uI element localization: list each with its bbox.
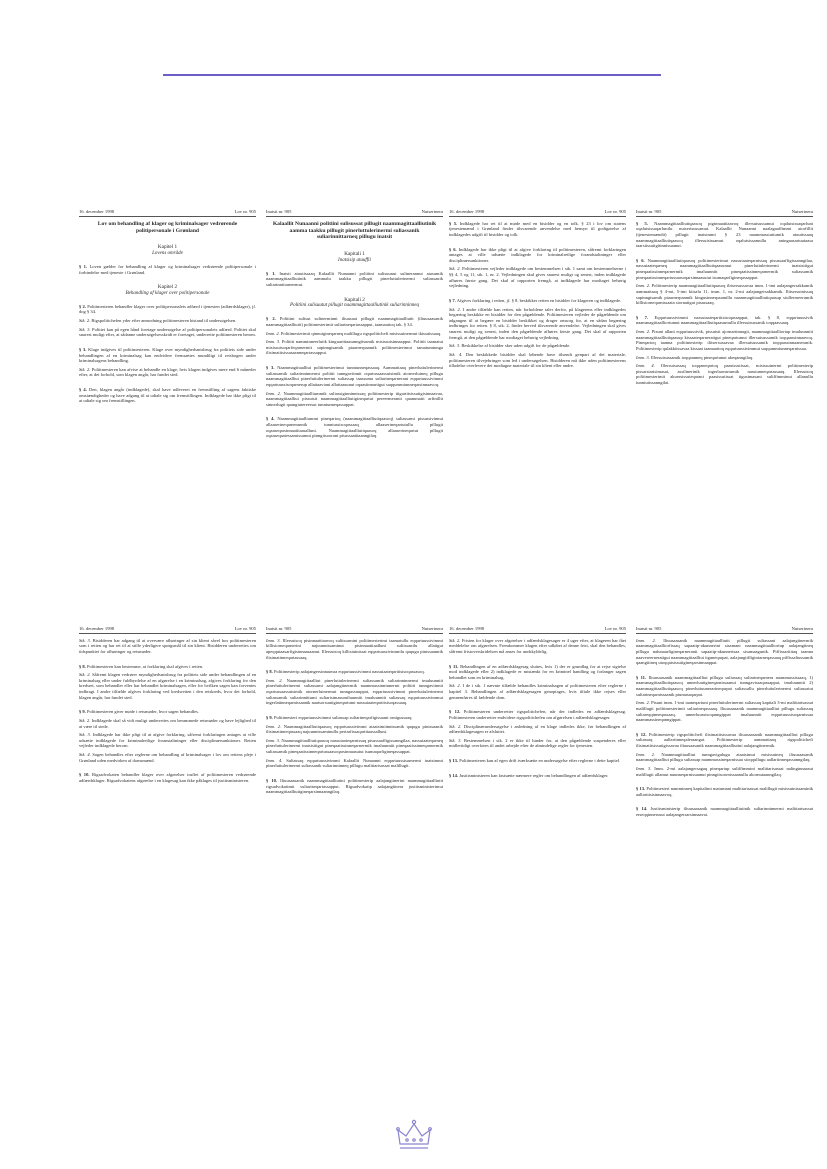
subsection-number: Imm. 2. (266, 677, 283, 683)
subsection-number: Imm. 4. (636, 363, 655, 369)
paragraph-number: § 12. (449, 709, 461, 715)
subsection-number: Stk. 2. (79, 717, 91, 723)
paragraph-number: § 1. (79, 263, 88, 269)
subsection (79, 718, 256, 729)
subsection-number: Imm. 2. (266, 723, 282, 729)
subsection-body: Beskikkelse af bisidder sker uden udgift for de pågældende. (461, 343, 571, 349)
paragraph (79, 664, 256, 701)
paragraph-text (79, 772, 256, 783)
running-header (449, 626, 626, 634)
law-title: Lov om behandling af klager og kriminalsager vedrørende politipersonale i Grønland (97, 220, 238, 234)
paragraph (266, 365, 443, 407)
subsection-body: Bestemmelsen i stk. 2 er ikke til hinder for, at den pågældende suspenderes eller midlertidigt overføres til andet arbejde efter de almindelige regler for tjenesten. (449, 737, 626, 749)
subsection-body: Illersuisussamik toqqaanneq pineqartunut akeqanngilaq. (650, 354, 754, 360)
subsection-body: Rigspolitichefen yder efter anmodning politimesteren bistand til undersøgelsen. (91, 318, 237, 324)
subsection (79, 327, 256, 338)
paragraph (266, 778, 443, 795)
subsection-body: Naammagittaalliut tunngavigalugu ataatsimut misissuineq iliuusaasanik naammagittaalliut pillugu suliassap naammassineqarnissaa sioqqullugu aallartinneqassanngilaq. (636, 751, 813, 763)
subsection-number: Imm. 2. (266, 330, 280, 336)
header-date: Inatsit nr. 905 (636, 626, 662, 631)
subsection-body: I de i stk. 1 nævnte tilfælde behandles kriminalsagen af politimesteren efter reglerne i kapitel 3. Behandlingen af adfærdsklagesagen genoptages, hvis tiltale ikke rejses eller gennemføres til fældende dom. (449, 683, 626, 700)
paragraph-number: § 8. (79, 663, 86, 669)
subsection-body: Suliassaq eqqartuussivimmi Kalaallit Nunaanni eqqartuussisarnermi inatsimmi pinerluttulerinermi suliassanik suliarinninneq pillugu malittarisassat malillugit. (266, 757, 443, 769)
left-column (79, 626, 256, 1046)
paragraph-number: § 10. (79, 772, 90, 778)
paragraph-body: Afgives forklaring i retten, jf. § 8, beskikker retten en bisidder for klageren og indklagede. (456, 297, 622, 303)
subsection-number: Stk. 2. (449, 637, 461, 643)
subsection-body: Iliuusaasanik naammagittaalliutit pillugit suliassani aalajangiinermik naammagittaalliorfissaq sapaatip-akunnerini sisamani naammagittaalliortup aalajangiineq pillugu nalunaarfigineqarneranit sapaatip-akunnerisaa sisamaagunik. Piffissarititaq taanna naavereerneratigut naammagittaalliut tiguneqarpat, aalajangiiffiginiarneqassaaq piffissaliussamik qaangiiineq utoqqatsissutigineqarsinnaappat. (636, 637, 813, 666)
paragraph (79, 638, 256, 655)
subsection (449, 738, 626, 749)
paragraph-text (449, 709, 626, 720)
subsection-number: Stk. 2. (79, 672, 91, 678)
subsection (449, 352, 626, 369)
left-column (79, 209, 256, 619)
paragraph-text (266, 271, 443, 288)
subsection (266, 738, 443, 755)
subsection (449, 307, 626, 341)
subsection-body: Indklagede har ikke pligt til at afgive forklaring, såfremt forklaringen antages at ville udsætte indklagede for kriminalretlige foranstaltninger eller disciplinærsanktioner. Retten vejleder indklagede herom. (79, 732, 256, 749)
paragraph-number: § 11. (449, 663, 459, 669)
subsection-body: Pisuni imm. 1-imi taaneqartuni pinerluttulerinermi suliassaq kapitali 3-mi malittarisassat malillugit politimesterimit suliarineqassaaq. Iliuusaasanik naammagittaalliut pillugu suliassaq suliareqqinneqassaaq, unnerluussisoqanngippat imaluunniit eqqartuussisoqarnissaa naammassineqanngippat. (636, 700, 813, 723)
header-reference: Lov nr. 905 (234, 626, 256, 631)
paragraph-text (266, 669, 443, 675)
running-header (266, 626, 443, 634)
paragraph-text (636, 786, 813, 797)
header-date: Inatsit nr. 905 (636, 209, 662, 214)
paragraph-number: § 3. (266, 365, 275, 370)
subsection-number: Imm. 3. (266, 339, 281, 345)
paragraph-text (636, 315, 813, 326)
subsection-body: Politimesterimit qinnuigineqarneq malillugu rigspolitichefi misissuinermut ikiuutissaaq. (280, 330, 442, 336)
chapter-subheading: Politiini sulisuutut pillugit naammagittaalliutinik suliarinninneq (290, 303, 419, 309)
subsection-body: Såfremt klagen vedrører myndighedsmisbrug fra politiets side under behandlingen af en kriminalsag eller under fuldbyrdelse af en afgørelse i en kriminalsag, afgives forklaring for den kredsret, som behandler eller har behandlet kriminalsagen, eller for hvilken sagen kan forventes indbragt. I andre tilfælde afgives forklaring ved kredsretten i den retskreds, hvor det forhold, klagen angår, har fundet sted. (79, 672, 256, 700)
paragraph-number: § 2. (266, 316, 276, 322)
subsection-body: Disciplinærundersøgelse i anledning af en klage indledes ikke, før behandlingen af adfærdsklagesagen er afsluttet. (449, 723, 626, 735)
paragraph-number: § 11. (636, 674, 647, 680)
paragraph-text (636, 806, 813, 817)
subsection-body: Naammagittaalliutiqaasoq eqqartuussivimmi ataatsimiinnissanik qaqugu pinissaanik ilisimatinneqassaaq najuunnissaminullu periarfissaqartitaassalluni. (266, 723, 443, 735)
paragraph-text (449, 758, 626, 764)
header-date: 16. december 1998 (449, 626, 485, 631)
running-header (266, 209, 443, 217)
paragraph-body: Naammagittaalliutiqaasoq politimesterimut nassuiaateqarnissaq pisussaaffigissanngilaa, nassuiaateqarneq naammagittaalliutiqaasumut pinerluttulerinermi inatsisitigut pineqaatissinneqarnermik imaluunniit pineqaatissinneqarnermik suliassamik pineqaatissinneqartussaasoqarsinnaasutut isumaqarfigineqassappat. (636, 257, 813, 280)
chapter-heading: Kapitali 1 (344, 251, 365, 258)
paragraph-number: § 6. (449, 246, 457, 252)
paragraph (79, 304, 256, 338)
paragraph (266, 416, 443, 439)
subsection-body: Politimesteren vejleder indklagede om bestemmelsen i stk. 1 samt om bestemmelserne i §§ 4, 5 og 11, stk. 1, nr. 2. Vejledningen skal gives snarest muligt og senest, inden indklagede afhøres første gang. Det skal af rapporten fremgå, at indklagede har modtaget behørig vejledning. (449, 266, 626, 289)
paragraph-body: Justitsministerip iliuusaasanik naammagittaalliutinik suliarinninnermi malittarisassat erseqqinnerusut aalajangersarsinnaavai. (636, 806, 813, 818)
subsection (449, 343, 626, 349)
subsection-number: Stk. 2. (79, 318, 91, 324)
paragraph (449, 247, 626, 289)
subsection-body: Fristen for klager over afgørelser i adfærdsklagesager er 4 uger efter, at klageren har fået meddelelse om afgørelsen. Fremkommer klagen efter udløbet af denne frist, skal den behandles, såfremt fristoverskridelsen må anses for undskyldelig. (449, 637, 626, 654)
header-date: 16. december 1998 (79, 209, 115, 214)
subsection-body: Illersuisussaq toqqaneqartoq paasissutissat, misissuinermi politimesterip pissarsiarisimasai, assilinerinik ingerlaavartumik nassiunneqartassaaq. Illersuisoq politimesterimit akuersissuteqarani paasissutissat tigusimasani suliffimminut allanullu tunniutissanngilai. (636, 363, 813, 386)
paragraph (636, 675, 813, 723)
paragraph (636, 786, 813, 797)
subsection-number: Stk. 2. (79, 366, 91, 372)
paragraph-number: § 5. (449, 220, 458, 226)
paragraph-number: § 14. (449, 772, 459, 778)
subsection-body: Bisidderen har adgang til at overvære afhøringer af sin klient såvel hos politimesteren som i retten og har ret til at stille yderligere spørgsmål til sin klient. Bisidderen underrettes om tidspunktet for afhøringer og retsmøder. (79, 637, 256, 654)
paragraph-body: Loven gælder for behandling af klager og kriminalsager vedrørende politipersonale i forbindelse med tjeneste i Grønland. (79, 263, 256, 275)
paragraph-number: § 4. (79, 387, 87, 393)
paragraph (79, 387, 256, 404)
law-title: Kalaallit Nunaanni politiini sulisussat pillugit naammagittaalliutinik aamma taakku pillugit pinerluttulerinermi suliassanik suliarinnittarneq pillugu inatsit (272, 220, 437, 241)
header-date: 16. december 1998 (79, 626, 115, 631)
right-column (636, 209, 813, 619)
paragraph (449, 773, 626, 779)
paragraph-text (266, 416, 443, 439)
subsection (79, 318, 256, 324)
subsection-number: Stk. 3. (79, 732, 91, 738)
subsection-number: Stk. 2. (449, 306, 461, 312)
paragraph-body: Politimesteri eqqartuussivimmi suliassap suliarineqarfigissaani ornigussaaq. (273, 714, 413, 720)
subsection-number: Imm. 3. (266, 637, 281, 643)
paragraph-body: Politimesteren kan af egen drift iværksætte en undersøgelse efter reglerne i dette kapitel. (459, 758, 621, 764)
subsection (449, 724, 626, 735)
paragraph-text (266, 316, 443, 327)
subsection (266, 758, 443, 769)
running-header (636, 209, 813, 217)
chapter-heading: Kapitel 1 (157, 244, 178, 251)
header-date: 16. december 1998 (449, 209, 485, 214)
paragraph-text (266, 365, 443, 388)
paragraph-body: Politimesteren behandler klager over politipersonalets adfærd i tjenesten (adfærdsklager), jf. dog § 34. (79, 303, 256, 315)
subsection-number: Imm. 2. (636, 700, 650, 706)
subsection (266, 678, 443, 706)
subsection-number: Stk. 2. (449, 723, 462, 729)
top-divider-line (163, 74, 661, 76)
paragraph (266, 715, 443, 769)
subsection (266, 331, 443, 337)
subsection-body: Politiet kan på egen hånd foretage undersøgelse af politipersonalets adfærd. Politiet skal snarest muligt efter, at sådanne undersøgelsesskridt er foretaget, underrette politimesteren herom. (79, 326, 256, 338)
header-reference: Nutserinera (421, 209, 443, 214)
subsection (79, 638, 256, 655)
subsection-number: Imm. 2. (266, 390, 282, 396)
subsection (636, 700, 813, 723)
paragraph-body: Politimesterip rigspolitichefi ilisimatitsissavaa iliuusaasanik naammagittaalliut pillugu suliassaq aallartinneqaleraangat. Politimesterip aammattaaq rigspolitichefi ilisimatitsissutigissavaa iliuusaasanik naammagittaalliutini aalajangiinermik. (636, 731, 813, 749)
paragraph-number: § 3. (79, 346, 87, 352)
subsection (266, 638, 443, 661)
subsection-body: Indklagede skal så vidt muligt underrettes om berammede retsmøder og have lejlighed til at være til stede. (79, 717, 256, 729)
paragraph (79, 772, 256, 783)
subsection-body: Pisuni allani eqqartuussivik, pissutsit ajornartinnagit, naammagittaalliortup imaluunniit naammagittaalliutiqaasup kissaateqarneratigut pineqartumut illersuisussamik toqqaassinnaavoq. Pineqartoq taanna politimesterip ilitsersussavaa illersuisussamik toqqaassinnaaneranik. Politimesterip qulakkiissavaa kissaat taamaattoq eqqartuussivimmut saqqummiunneqarnissaa. (636, 329, 813, 351)
paragraph-body: Rigsadvokaten behandler klager over afgørelser truffet af politimesteren vedrørende adfærdsklager. Rigsadvokatens afgørelse i en klagesag kan ikke påklages til justitsministeren. (79, 772, 256, 783)
paragraph-body: Naammagittaalliut politimesterimut tunniunneqassaaq. Aammattaaq pinerluttulerinermi suliassamik suliarinninnermi politiit tunngaviinnit oqartussaassutsimik atornerluineq pillugu naammagittaalliut pinerluttulerinermi suliassap taassuma suliarineqarnerani eqqartuussivimmi eqqartuussisoqarnerup allattaaviani allattaasunut oqaasiinnartigut saqqummiunneqarsinnaavoq. (266, 365, 443, 387)
paragraph-body: Iliuusaasanik naammagittaalliutini politimesterip aalajangiinerini naammagittaalliutit rigsadvokatimit suliarineqartassapput. Rigsadvokatip aalajangiinera justitsministerimut naammagittaalliutigineqarsinnaanngilaq. (266, 777, 443, 795)
paragraph-body: Indklagede har ikke pligt til at afgive forklaring til politimesteren, såfremt forklaringen antages at ville udsætte indklagede for kriminalretlige forandstaltninger eller disciplinærsanktioner. (449, 246, 626, 263)
paragraph-text (79, 387, 256, 404)
subsection (266, 724, 443, 735)
paragraph-text (636, 221, 813, 249)
paragraph-body: Den, klagen angår (indklagede), skal have udleveret en fremstilling af sagens faktiske omstændigheder og have adgang til at udtale sig om fremstillingen. Indklagede har ikke pligt til at udtale sig om fremstillingen. (79, 387, 256, 404)
subsection-body: Politimesteren kan afvise at behandle en klage, hvis klagen indgives mere end 6 måneder efter, at det forhold, som klagen angår, har fundet sted. (79, 366, 256, 378)
paragraph-text (449, 298, 626, 304)
chapter-subheading: Behandling af klager over politipersonale (125, 290, 210, 296)
subsection (636, 329, 813, 352)
subsection (636, 355, 813, 361)
document-page (449, 626, 813, 1046)
running-header (79, 209, 256, 217)
paragraph-body: Naammagittaalliutiqaasoq piginnaatitaavoq illersuisussamut oqalutsissaqarluni oqalutsissaqarlunilu nutserisussamut. Kalaallit Nunaanni naalagaaffimmi atorfillit (tjenestemændit) pillugit inatsimmi § 23 naammassiuttumik atuutissaaq naammagittaalliutiqaasoq illersuisissamut oqalutsissamullu aningaasartuutaasa taarsiissutigitinnissaanut. (636, 220, 813, 249)
subsection-body: Illersuisoq pisinnaatitaavoq suliissamini politimesterimi taamatullu eqqartuussivimmi killisiorneqarnerini najuunnissaminut pisinnaatitaalluni suliissanilu allatigut apeqqutaasarfigisinnaasaanut. Illersuisoq killisiuinissat eqqartuussivimmilu qaqugu pinissaannik ilisimatinneqartassaaq. (266, 637, 443, 660)
paragraph-text (449, 221, 626, 238)
subsection-number: Imm. 3. (636, 354, 650, 360)
left-column (449, 209, 626, 619)
subsection-body: Politiit namminneerlutik kinguarittaasanngitsumik misissuisinnaapput. Politiit taamatut misissuisoqarfeqarnermit sapinngisamik piaarnerpaamik politimesterimut tamatuminnga ilisimatitsissasaanneqartassapput. (266, 339, 443, 356)
subsection-number: Imm. 3. (266, 737, 280, 743)
subsection-number: Stk. 3. (449, 737, 462, 743)
subsection-number: Imm. 4. (266, 757, 283, 763)
paragraph (79, 264, 256, 275)
header-date: Inatsit nr. 905 (266, 209, 292, 214)
paragraph-body: Politimesteren underretter rigspolitichefen, når der indledes en adfærdsklagesag. Politimesteren underretter endvidere rigspolitichefen om afgørelsen i adfærdsklagesager. (449, 709, 626, 720)
paragraph-body: Politiini sulisut sulinerminni iliuusaat pillugit naammagittaalliutit (iliuusaasanik naammagittaalliutit) politimesterimit suliarineqartassapput, taamaattoq tak. § 34. (266, 316, 443, 327)
paragraph-text (636, 732, 813, 749)
subsection-number: Stk. 2. (449, 266, 461, 272)
paragraph-number: § 8. (266, 669, 273, 675)
paragraph-text (636, 258, 813, 281)
subsection-body: I andre tilfælde kan retten, når forholdene taler derfor, på klagerens eller indklagedes begæring beskikke en bisidder for den pågældende. Politimesteren vejleder de pågældende om adgangen til at begære en bisidder beskikket og drager omsorg for, at en sådan begæring indbringes for retten. § 8, stk. 2, finder herved tilsvarende anvendelse. Vejledningen skal gives snarest muligt og senest, inden den pågældende afhøres første gang. Det skal af rapporten fremgå, at den pågældende har modtaget behørig vejledning. (449, 306, 626, 340)
chapter-subheading: Inatsisip atuuffii (338, 257, 371, 263)
subsection (79, 367, 256, 378)
paragraph-text (266, 715, 443, 721)
paragraph-number: § 7. (449, 297, 456, 303)
paragraph-body: Iliuusaasanik naammagittaalliut pillugu suliassaq suliarineqarnera naammassissaaq, 1) naammagittaalliutiqaasoq unnerluutigineqarnissaanut tunngavissaqassappat, imaluunniit 2) naammagittaalliutiqaasoq pinerluttuunerarineqarpat suliassallu pinerluttulerinermi suliassatut suliarineqarnissaanik piumasaqarpat. (636, 674, 813, 697)
paragraph-text (636, 675, 813, 698)
running-header (79, 626, 256, 634)
paragraph-body: Klage indgives til politimesteren. Klage over myndighedsmisbrug fra politiets side under behandlingen af en kriminalsag kan endvidere fremsættes mundtligt til retsbogen under kriminalsagens behandling. (79, 346, 256, 364)
subsection-number: Stk. 3. (79, 326, 91, 332)
paragraph (636, 258, 813, 306)
subsection (636, 766, 813, 777)
paragraph-body: Indklagede har ret til at møde med en bisidder og en tolk. § 23 i lov om statens tjenestemænd i Grønland finder tilsvarende anvendelse med hensyn til godtgørelse af indklagedes udgift til bisidder og tolk. (449, 220, 626, 237)
paragraph-number: § 7. (636, 314, 649, 320)
subsection-number: Stk. 3. (79, 637, 91, 643)
header-reference: Lov nr. 905 (604, 626, 626, 631)
subsection (266, 339, 443, 356)
paragraph-body: Politimesterip aalajangersinnaavaa eqqartuussivimmi nassuiaateqartitsisoqassasoq. (273, 669, 425, 675)
paragraph-number: § 9. (266, 714, 273, 720)
paragraph (449, 664, 626, 701)
paragraph-text (79, 264, 256, 275)
subsection-body: Politimesterip naammagittaalliutiqaasoq ilitsersussavaa imm. 1-imi aalajangersakkamik aammattaaq § 4-mi, 5-imi kiisalu 11, imm. 1, nr. 2-mi aalajangersakkamik. Ilitsersuinissaq sapinngisamik piaarnerpaamik kingusinnerpaamillu naammagittaalliutiqaasup siullermeerumik killisiorneqarnissaata siornatigut pisassaaq. (636, 283, 813, 306)
paragraph-number: § 10. (266, 777, 278, 783)
paragraph (266, 271, 443, 288)
subsection-number: Stk. 3. (449, 343, 461, 349)
header-reference: Nutserinera (791, 209, 813, 214)
paragraph (449, 298, 626, 369)
right-column (266, 626, 443, 1046)
subsection (266, 391, 443, 408)
chapter-heading: Kapitali 2 (344, 296, 365, 303)
paragraph (79, 709, 256, 763)
subsection-number: Imm. 3. (636, 765, 652, 771)
document-page (79, 626, 443, 1046)
paragraph-text (79, 304, 256, 315)
paragraph (636, 806, 813, 817)
paragraph-number: § 4. (266, 416, 275, 422)
subsection (79, 672, 256, 700)
paragraph (449, 638, 626, 655)
subsection (636, 752, 813, 763)
left-column (449, 626, 626, 1046)
subsection-number: Stk. 4. (449, 351, 463, 357)
subsection-body: Naammagittaalliut pinerluttulerinermi suliassamik suliarinninnermi imaluunniit pinerluttulerinermi suliassami aalajangiinermik naammassinninnermi politiit tunngaviinnit oqartussaassutsimik atornerluinermut tunngassuuppat, eqqartuussivimmi pinerluttulerinermi suliassamik suliarinnittumi suliarisimasumiluunniit imaluunniit suliassaq eqqartuussivimmut ingerlatinneqarnissaanik naatsorsuutigineqartumi nassuiaateqartitsisoqassaaq. (266, 677, 443, 706)
paragraph-body: Naammagittaalliummi pineqartoq (naammagittaalliutiqaasoq) suliassami pissutsivinnut allaaserineqarnerannik tunniussisoqassaaq allaaserineqartutullu pillugit oqaaseqarsinnaatitaasalluni. Naammagittaalliutiqaasoq allaaserineqartut pillugit oqaaseqaatessamissamut pinngitsoorani pisussaatitaanngilaq. (266, 416, 443, 439)
paragraph (636, 315, 813, 386)
subsection-body: Imm. 2-mi aalajangersagaq pineqartup suliffimmini malittarisassat nalinginnaasut malillugit allamut nuunneqarnissaanut pinngitsoornissaanullu akornutaanngilaq. (636, 765, 813, 777)
paragraph-text (79, 664, 256, 670)
subsection (636, 283, 813, 306)
paragraph (636, 638, 813, 666)
paragraph-number: § 9. (79, 709, 86, 715)
header-reference: Lov nr. 905 (234, 209, 256, 214)
subsection (449, 683, 626, 700)
paragraph (636, 732, 813, 777)
paragraph-number: § 12. (636, 731, 647, 737)
paragraph-body: Behandlingen af en adfærdsklagesag sluttes, hvis 1) der er grundlag for at rejse sigtelse mod indklagede eller 2) indklagede er mistænkt for en kriminel handling og forlanger sagen behandlet som en kriminalsag. (449, 663, 626, 680)
running-header (636, 626, 813, 634)
paragraph-number: § 5. (636, 220, 648, 226)
header-date: Inatsit nr. 905 (266, 626, 292, 631)
document-page (79, 209, 443, 619)
subsection-number: Imm. 2. (636, 329, 651, 335)
paragraph-text (79, 709, 256, 715)
subsection-number: Imm. 2. (636, 283, 651, 289)
paragraph-body: Justitsministeren kan fastsætte nærmere regler om behandlingen af adfærdsklager. (459, 772, 609, 778)
paragraph (449, 221, 626, 238)
chapter-subheading: Lovens område (152, 250, 183, 256)
subsection-body: Den beskikkede bisidder skal løbende have tilsendt genpart af det materiale, politimesteren tilvejebringer som led i undersøgelsen. Bisidderen må ikke uden politimesterens tilladelse overlevere det modtagne materiale til sin klient eller andre. (449, 351, 626, 369)
running-header (449, 209, 626, 217)
subsection (636, 363, 813, 386)
subsection-number: Imm. 2. (636, 637, 656, 643)
paragraph-body: Inatsit atuutissaaq Kalaallit Nunaanni politiini sulisuunut sulinerannut atasumik naammagittaalliutinik aammalu taakku pillugit pinerluttulerinermi suliassanik suliarinnittarnermut. (266, 270, 443, 287)
subsection-number: Stk. 4. (79, 752, 91, 758)
subsection (449, 638, 626, 655)
header-reference: Lov nr. 905 (604, 209, 626, 214)
right-column (636, 626, 813, 1046)
crown-emblem-icon (394, 1118, 434, 1154)
paragraph-body: Politimesteren giver møde i retsmøder, hvor sagen behandles. (86, 709, 200, 715)
header-reference: Nutserinera (791, 626, 813, 631)
subsection-number: Stk. 2. (449, 683, 461, 689)
paragraph (449, 758, 626, 764)
header-reference: Nutserinera (421, 626, 443, 631)
paragraph-number: § 14. (636, 806, 648, 812)
paragraph-text (449, 773, 626, 779)
subsection (79, 752, 256, 763)
paragraph (266, 669, 443, 706)
subsection (79, 732, 256, 749)
paragraph (266, 638, 443, 661)
right-column (266, 209, 443, 619)
paragraph-body: Politimesteri namminneq kapitalimi matumani malittarisassat malillugit misissuinissaminik aallartitsisinnaavoq. (636, 786, 813, 797)
subsection-body: Sagen behandles efter reglerne om behandling af kriminalsager i lov om rettens pleje i Grønland uden medvirken af domsmænd. (79, 752, 256, 763)
paragraph-number: § 13. (449, 758, 459, 764)
subsection (449, 266, 626, 289)
subsection (636, 638, 813, 666)
paragraph-text (449, 664, 626, 681)
subsection-body: Naammagittaalliutiqaasoq nassuiaateqarnissaq pisussaaffigissanngilaa, nassuiaateqarneq pinerluttulerinermi inatsisitigut pineqaatissinneqarnermik imaluunniit pineqaatissinneqarnermik suliassamik pineqaatissinneqartussaasoqarsinnaasutut isumaqarfigineqassappat. (266, 737, 443, 755)
paragraph-text (79, 347, 256, 364)
paragraph (449, 709, 626, 749)
chapter-heading: Kapitel 2 (157, 284, 178, 291)
paragraph-number: § 6. (636, 257, 645, 263)
paragraph-text (266, 778, 443, 795)
paragraph-number: § 2. (79, 303, 86, 309)
paragraph-text (449, 247, 626, 264)
paragraph (636, 221, 813, 249)
paragraph (266, 316, 443, 356)
paragraph-number: § 13. (636, 786, 646, 792)
paragraph-body: Politimesteren kan bestemme, at forklaring skal afgives i retten. (86, 663, 204, 669)
paragraph-number: § 1. (266, 270, 276, 276)
subsection-number: Imm. 2. (636, 751, 656, 757)
paragraph (79, 347, 256, 378)
paragraph-body: Eqqartuussivimmi nassuiaateqartitsisoqassappat, tak. § 8, eqqartuussivik naammagittaalliortumut naammagittaalliutiqaasumullu illersuisussanik toqqaassaaq. (636, 314, 813, 326)
subsection-body: Naammagittaalliummik suliassiginninnissaq politimesterip itigartitsissutigisinnaavaa, naammagittaalliut pissutsit naammagittaalliutigineqartut pereermeranit qaammatit arfinillit sinnerlugit qaangiutereersut tunniunneqassappat. (266, 390, 443, 407)
document-page (449, 209, 813, 619)
